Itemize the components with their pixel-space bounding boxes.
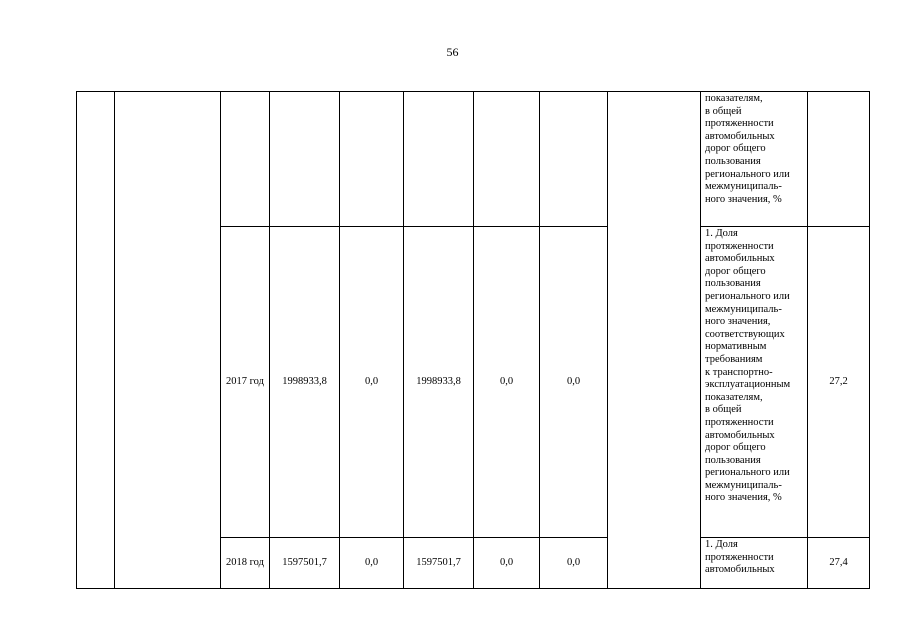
total-cell: 1597501,7 xyxy=(270,538,340,589)
indicator-cell: 1. Доля протяженности автомобильных xyxy=(701,538,808,589)
page-number: 56 xyxy=(446,45,459,59)
funding-cell: 0,0 xyxy=(474,227,540,538)
funding-cell: 0,0 xyxy=(340,538,404,589)
value-cell: 27,4 xyxy=(808,538,870,589)
funding-cell: 1597501,7 xyxy=(404,538,474,589)
table-row xyxy=(77,92,870,227)
year-cell xyxy=(221,92,270,227)
funding-cell xyxy=(474,92,540,227)
year-cell: 2018 год xyxy=(221,538,270,589)
value-cell: 27,2 xyxy=(808,227,870,538)
indicator-cell: показателям, в общей протяженности автомобильных дорог общего пользования регионального или межмуниципаль- ного значения, % xyxy=(701,92,808,227)
funding-cell xyxy=(540,92,608,227)
total-cell xyxy=(270,92,340,227)
value-cell xyxy=(808,92,870,227)
funding-cell xyxy=(340,92,404,227)
funding-cell: 1998933,8 xyxy=(404,227,474,538)
total-cell: 1998933,8 xyxy=(270,227,340,538)
empty-executor-cell xyxy=(608,92,701,589)
program-funding-table xyxy=(76,91,870,589)
funding-cell xyxy=(404,92,474,227)
funding-cell: 0,0 xyxy=(540,538,608,589)
empty-name-cell xyxy=(115,92,221,589)
indicator-cell: 1. Доля протяженности автомобильных дорог общего пользования регионального или межмуниципаль- ного значения, соответствующих нормативным требованиям к транспортно- эксплуатационным показателям, в общей протяженности автомобильных дорог общего пользования регионального или межмуниципаль- ного значения, % xyxy=(701,227,808,538)
funding-cell: 0,0 xyxy=(540,227,608,538)
empty-index-cell xyxy=(77,92,115,589)
funding-cell: 0,0 xyxy=(474,538,540,589)
year-cell: 2017 год xyxy=(221,227,270,538)
funding-cell: 0,0 xyxy=(340,227,404,538)
